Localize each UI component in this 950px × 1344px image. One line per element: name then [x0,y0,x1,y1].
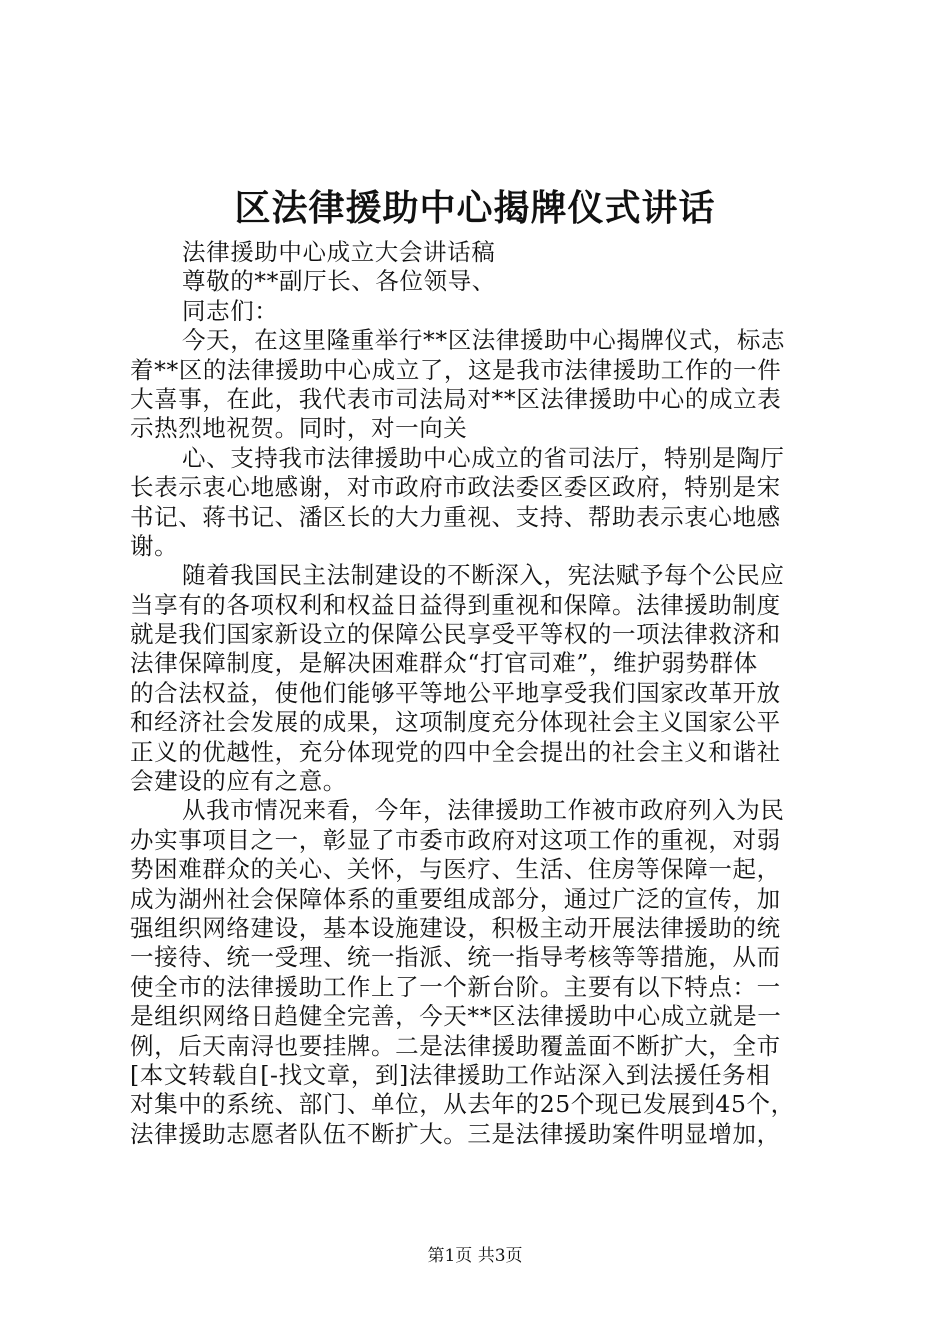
text-line: 使全市的法律援助工作上了一个新台阶。主要有以下特点：一 [130,972,781,1001]
text-line: [本文转载自[-找文章，到]法律援助工作站深入到法援任务相 [130,1060,771,1089]
text-line: 法律援助志愿者队伍不断扩大。三是法律援助案件明显增加， [130,1119,781,1148]
text-line: 正义的优越性，充分体现党的四中全会提出的社会主义和谐社 [130,737,781,766]
text-line: 对集中的系统、部门、单位，从去年的25个现已发展到45个， [130,1090,795,1119]
text-line: 尊敬的**副厅长、各位领导、 [182,267,496,296]
text-line: 就是我们国家新设立的保障公民享受平等权的一项法律救济和 [130,620,781,649]
text-line: 书记、蒋书记、潘区长的大力重视、支持、帮助表示衷心地感 [130,502,781,531]
text-line: 势困难群众的关心、关怀，与医疗、生活、住房等保障一起， [130,855,781,884]
text-line: 例，后天南浔也要挂牌。二是法律援助覆盖面不断扩大，全市 [130,1031,781,1060]
text-line: 示热烈地祝贺。同时，对一向关 [130,414,468,443]
text-line: 一接待、统一受理、统一指派、统一指导考核等等措施，从而 [130,943,781,972]
text-line: 成为湖州社会保障体系的重要组成部分，通过广泛的宣传，加 [130,884,781,913]
text-line: 强组织网络建设，基本设施建设，积极主动开展法律援助的统 [130,913,781,942]
text-line: 法律保障制度，是解决困难群众“打官司难”，维护弱势群体 [130,649,758,678]
text-line: 从我市情况来看，今年，法律援助工作被市政府列入为民 [182,796,785,825]
text-line: 长表示衷心地感谢，对市政府市政法委区委区政府，特别是宋 [130,473,781,502]
text-line: 会建设的应有之意。 [130,767,347,796]
text-line: 和经济社会发展的成果，这项制度充分体现社会主义国家公平 [130,708,781,737]
document-body [130,238,830,1149]
text-line: 着**区的法律援助中心成立了，这是我市法律援助工作的一件 [130,355,782,384]
text-line: 的合法权益，使他们能够平等地公平地享受我们国家改革开放 [130,678,781,707]
document-title: 区法律援助中心揭牌仪式讲话 [234,187,716,229]
text-line: 是组织网络日趋健全完善，今天**区法律援助中心成立就是一 [130,1002,782,1031]
text-line: 当享有的各项权利和权益日益得到重视和保障。法律援助制度 [130,590,781,619]
text-line: 随着我国民主法制建设的不断深入，宪法赋予每个公民应 [182,561,785,590]
text-line: 同志们： [182,296,279,325]
text-line: 心、支持我市法律援助中心成立的省司法厅，特别是陶厅 [182,443,785,472]
text-line: 谢。 [130,531,179,560]
text-line: 大喜事，在此，我代表市司法局对**区法律援助中心的成立表 [130,384,782,413]
page-footer: 第1页 共3页 [427,1246,523,1266]
text-line: 今天，在这里隆重举行**区法律援助中心揭牌仪式，标志 [182,326,786,355]
text-line: 法律援助中心成立大会讲话稿 [182,238,496,266]
text-line: 办实事项目之一，彰显了市委市政府对这项工作的重视，对弱 [130,825,781,854]
